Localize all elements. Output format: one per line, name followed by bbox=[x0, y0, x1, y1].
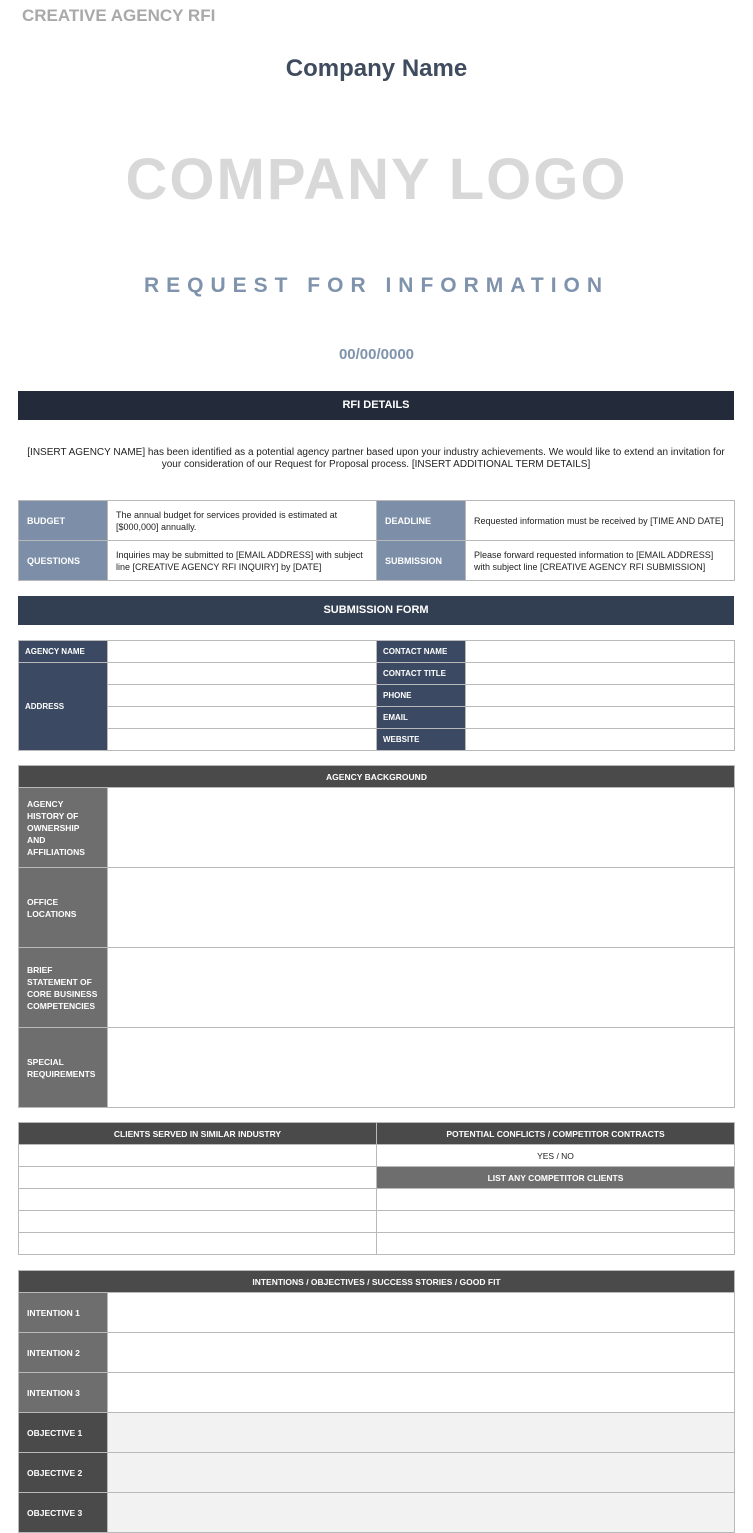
intention-1-label: INTENTION 1 bbox=[19, 1293, 108, 1333]
submission-label: SUBMISSION bbox=[377, 541, 466, 581]
email-label: EMAIL bbox=[377, 707, 466, 729]
core-competencies-label: BRIEF STATEMENT OF CORE BUSINESS COMPETENCIES bbox=[19, 948, 108, 1028]
rfi-heading: REQUEST FOR INFORMATION bbox=[143, 274, 610, 297]
client-field[interactable] bbox=[19, 1189, 377, 1211]
submission-text[interactable]: Please forward requested information to [EMAIL ADDRESS] with subject line [CREATIVE AGENCY RFI SUBMISSION] bbox=[466, 541, 735, 581]
details-row bbox=[19, 541, 735, 581]
intentions-table bbox=[18, 1270, 735, 1533]
website-label: WEBSITE bbox=[377, 729, 466, 751]
contact-title-label: CONTACT TITLE bbox=[377, 663, 466, 685]
contact-name-label: CONTACT NAME bbox=[377, 641, 466, 663]
budget-text[interactable]: The annual budget for services provided is estimated at [$000,000] annually. bbox=[108, 501, 377, 541]
client-field[interactable] bbox=[19, 1233, 377, 1255]
competitor-clients-header: LIST ANY COMPETITOR CLIENTS bbox=[377, 1167, 735, 1189]
special-requirements-field[interactable] bbox=[108, 1028, 735, 1108]
clients-served-header: CLIENTS SERVED IN SIMILAR INDUSTRY bbox=[19, 1123, 377, 1145]
objective-2-label: OBJECTIVE 2 bbox=[19, 1453, 108, 1493]
phone-field[interactable] bbox=[466, 685, 735, 707]
intention-3-label: INTENTION 3 bbox=[19, 1373, 108, 1413]
address-line-field[interactable] bbox=[108, 729, 377, 751]
yes-no-option[interactable]: YES / NO bbox=[377, 1145, 735, 1167]
office-locations-field[interactable] bbox=[108, 868, 735, 948]
competitor-client-field[interactable] bbox=[377, 1189, 735, 1211]
ownership-history-label: AGENCY HISTORY OF OWNERSHIP AND AFFILIATIONS bbox=[19, 788, 108, 868]
competitor-client-field[interactable] bbox=[377, 1233, 735, 1255]
address-label: ADDRESS bbox=[19, 663, 108, 751]
company-logo: COMPANY LOGO bbox=[125, 147, 628, 212]
company-name: Company Name bbox=[285, 55, 468, 82]
address-line-field[interactable] bbox=[108, 685, 377, 707]
agency-background-table bbox=[18, 765, 735, 1108]
submission-form-header: SUBMISSION FORM bbox=[18, 596, 734, 625]
client-field[interactable] bbox=[19, 1211, 377, 1233]
questions-text[interactable]: Inquiries may be submitted to [EMAIL ADDRESS] with subject line [CREATIVE AGENCY RFI INQUIRY] by [DATE] bbox=[108, 541, 377, 581]
intention-3-field[interactable] bbox=[108, 1373, 735, 1413]
rfi-details-table bbox=[18, 500, 735, 581]
deadline-label: DEADLINE bbox=[377, 501, 466, 541]
budget-label: BUDGET bbox=[19, 501, 108, 541]
office-locations-label: OFFICE LOCATIONS bbox=[19, 868, 108, 948]
agency-background-header: AGENCY BACKGROUND bbox=[19, 766, 735, 788]
intention-2-label: INTENTION 2 bbox=[19, 1333, 108, 1373]
rfi-intro-text: [INSERT AGENCY NAME] has been identified as a potential agency partner based upon your industry achievements. We would like to extend an invitation for your consideration of our Request for Proposal process. [INSERT ADDITIONAL TERM DETAILS] bbox=[27, 447, 725, 470]
agency-name-field[interactable] bbox=[108, 641, 377, 663]
website-field[interactable] bbox=[466, 729, 735, 751]
intention-2-field[interactable] bbox=[108, 1333, 735, 1373]
objective-3-label: OBJECTIVE 3 bbox=[19, 1493, 108, 1533]
address-line-field[interactable] bbox=[108, 663, 377, 685]
ownership-history-field[interactable] bbox=[108, 788, 735, 868]
agency-name-label: AGENCY NAME bbox=[19, 641, 108, 663]
email-field[interactable] bbox=[466, 707, 735, 729]
contact-name-field[interactable] bbox=[466, 641, 735, 663]
core-competencies-field[interactable] bbox=[108, 948, 735, 1028]
special-requirements-label: SPECIAL REQUIREMENTS bbox=[19, 1028, 108, 1108]
phone-label: PHONE bbox=[377, 685, 466, 707]
intentions-header: INTENTIONS / OBJECTIVES / SUCCESS STORIES / GOOD FIT bbox=[19, 1271, 735, 1293]
document-title: CREATIVE AGENCY RFI bbox=[22, 6, 216, 25]
address-line-field[interactable] bbox=[108, 707, 377, 729]
client-field[interactable] bbox=[19, 1145, 377, 1167]
competitor-client-field[interactable] bbox=[377, 1211, 735, 1233]
conflicts-header: POTENTIAL CONFLICTS / COMPETITOR CONTRACTS bbox=[377, 1123, 735, 1145]
deadline-text[interactable]: Requested information must be received by [TIME AND DATE] bbox=[466, 501, 735, 541]
contact-title-field[interactable] bbox=[466, 663, 735, 685]
details-row bbox=[19, 501, 735, 541]
client-field[interactable] bbox=[19, 1167, 377, 1189]
objective-2-field[interactable] bbox=[108, 1453, 735, 1493]
questions-label: QUESTIONS bbox=[19, 541, 108, 581]
objective-1-label: OBJECTIVE 1 bbox=[19, 1413, 108, 1453]
rfi-details-header: RFI DETAILS bbox=[18, 391, 734, 420]
objective-3-field[interactable] bbox=[108, 1493, 735, 1533]
objective-1-field[interactable] bbox=[108, 1413, 735, 1453]
clients-table bbox=[18, 1122, 735, 1255]
contact-info-table bbox=[18, 640, 735, 751]
rfi-date: 00/00/0000 bbox=[338, 346, 415, 363]
intention-1-field[interactable] bbox=[108, 1293, 735, 1333]
